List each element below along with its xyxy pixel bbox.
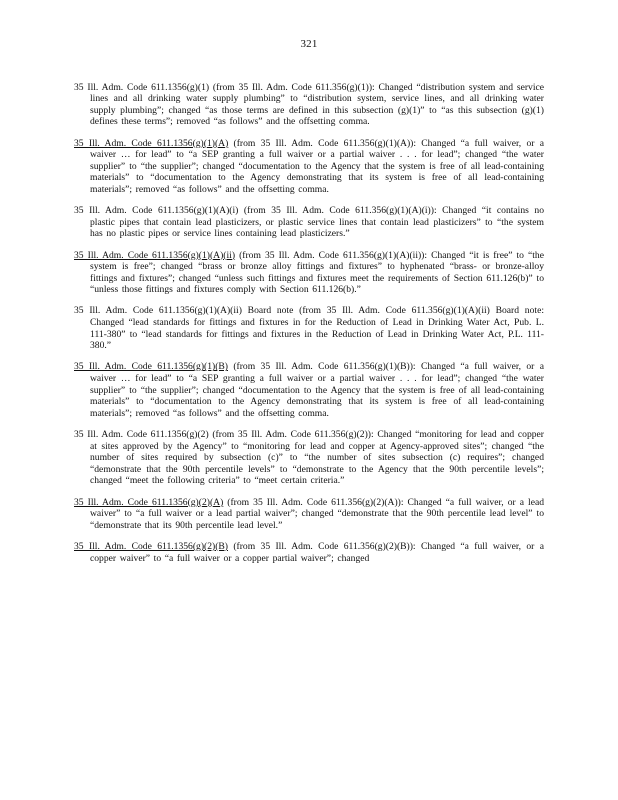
entry-1-text: (from 35 Ill. Adm. Code 611.356(g)(1)): Changed “distribution system and service lines and all drinking water supply plumbing” to “distribution system, service lines, and all drinking water supply plumbing”; changed “as those terms are defined in this subsection (g)(1)” to “as this subsection (g)(1) defines these terms”; removed “as follows” and the offsetting comma. <box>90 81 545 128</box>
entry-1-citation: 35 Ill. Adm. Code 611.1356(g)(1) <box>74 81 210 93</box>
entry-8 <box>74 497 544 532</box>
entry-9 <box>74 541 544 564</box>
entry-7-text: (from 35 Ill. Adm. Code 611.356(g)(2)): Changed “monitoring for lead and copper at sites approved by the Agency” to “monitoring for lead and copper at Agency-approved sites”; changed “the number of sites required by subsection (c)” to “the number of sites subsection (c) requires”; changed “demonstrate that the 90th percentile levels” to “demonstrate to the Agency that the 90th percentile levels”; changed “meet the following criteria” to “meet certain criteria.” <box>90 429 544 487</box>
entry-2 <box>74 138 544 196</box>
entry-4 <box>74 250 544 296</box>
entry-7-citation: 35 Ill. Adm. Code 611.1356(g)(2) <box>74 429 209 440</box>
entry-5-text: Board note (from 35 Ill. Adm. Code 611.356(g)(1)(A)(ii) Board note: Changed “lead standards for fittings and fixtures in for the Reduction of Lead in Drinking Water Act, Pub. L. 111-380” to “lead standards for fittings and fixtures in the Reduction of Lead in Drinking Water Act, P.L. 111-380.” <box>90 305 544 352</box>
entry-9-citation: 35 Ill. Adm. Code 611.1356(g)(2)(B) <box>74 540 228 552</box>
entry-4-text: (from 35 Ill. Adm. Code 611.356(g)(1)(A)(ii)): Changed “it is free” to “the system is free”; changed “brass or bronze alloy fittings and fixtures” to hyphenated “brass- or bronze-alloy fittings and fixtures”; changed “unless such fittings and fixtures meet the requirements of Section 611.126(b)” to “unless those fittings and fixtures comply with Section 611.126(b).” <box>90 249 544 296</box>
entry-5-citation: 35 Ill. Adm. Code 611.1356(g)(1)(A)(ii) <box>74 305 242 317</box>
entry-2-text: (from 35 Ill. Adm. Code 611.356(g)(1)(A)): Changed “a full waiver, or a waiver … for lead” to “a SEP granting a full waiver or a partial waiver . . . for lead”; changed “the water supplier” to “the supplier”; changed “documentation to the Agency that the system is free of all lead-containing materials” to “documentation to the Agency demonstrating that its system is free of all lead-containing materials”; removed “as follows” and the offsetting comma. <box>90 137 544 195</box>
entry-9-text: (from 35 Ill. Adm. Code 611.356(g)(2)(B)): Changed “a full waiver, or a copper waiver” to “a full waiver or a copper partial waiver”; changed <box>90 540 544 564</box>
entry-5 <box>74 305 544 351</box>
entry-6 <box>74 361 544 419</box>
entry-4-citation: 35 Ill. Adm. Code 611.1356(g)(1)(A)(ii) <box>74 249 236 261</box>
entry-8-citation: 35 Ill. Adm. Code 611.1356(g)(2)(A) <box>74 496 224 508</box>
entry-3-text: (from 35 Ill. Adm. Code 611.356(g)(1)(A)(i)): Changed “it contains no plastic pipes that contain lead plasticizers, or plastic service lines that contain lead plasticizers” to “the system has no plastic pipes or service lines containing lead plasticizers.” <box>90 205 544 240</box>
entry-2-citation: 35 Ill. Adm. Code 611.1356(g)(1)(A) <box>74 137 229 149</box>
entry-8-text: (from 35 Ill. Adm. Code 611.356(g)(2)(A)): Changed “a full waiver, or a lead waiver” to “a full waiver or a lead partial waiver”; changed “demonstrate that the 90th percentile lead level” to “demonstrate that its 90th percentile lead level.” <box>90 496 545 531</box>
entry-6-citation: 35 Ill. Adm. Code 611.1356(g)(1)(B) <box>74 361 228 373</box>
entry-7 <box>74 429 544 487</box>
entry-3-citation: 35 Ill. Adm. Code 611.1356(g)(1)(A)(i) <box>74 205 239 217</box>
entry-3 <box>74 205 544 240</box>
page-number: 321 <box>300 38 318 50</box>
entry-1 <box>74 82 544 128</box>
entry-6-text: (from 35 Ill. Adm. Code 611.356(g)(1)(B)): Changed “a full waiver, or a waiver … for lead” to “a SEP granting a full waiver or a partial waiver . . . for lead”; changed “the water supplier” to “the supplier”; changed “documentation to the Agency that the system is free of all lead-containing materials” to “documentation to the Agency demonstrating that its system is free of all lead-containing materials”; removed “as follows” and the offsetting comma. <box>90 361 544 419</box>
amendment-notes <box>74 72 544 573</box>
